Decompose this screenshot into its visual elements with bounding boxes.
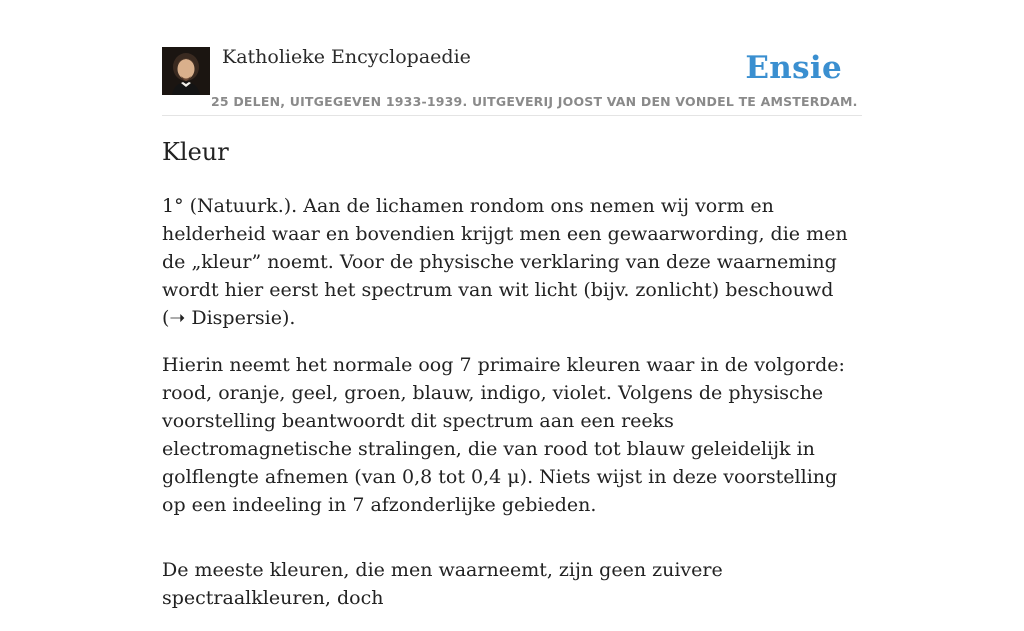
header-divider xyxy=(162,115,862,116)
portrait-avatar-icon xyxy=(162,47,210,95)
publication-title[interactable]: Katholieke Encyclopaedie xyxy=(222,46,471,68)
publication-meta: 25 DELEN, UITGEGEVEN 1933-1939. UITGEVERIJ JOOST VAN DEN VONDEL TE AMSTERDAM. xyxy=(211,94,858,109)
ensie-logo[interactable]: Ensie xyxy=(745,50,842,86)
article-paragraph: Hierin neemt het normale oog 7 primaire kleuren waar in de volgorde: rood, oranje, geel, groen, blauw, indigo, violet. Volgens de physische voorstelling beantwoordt dit spectrum aan een reeks electromagnetische stralingen, die van rood tot blauw geleidelijk in golflengte afnemen (van 0,8 tot 0,4 μ). Niets wijst in deze voorstelling op een indeeling in 7 afzonderlijke gebieden. xyxy=(162,354,845,516)
avatar[interactable] xyxy=(162,47,210,95)
article-paragraph: 1° (Natuurk.). Aan de lichamen rondom ons nemen wij vorm en helderheid waar en bovendien krijgt men een gewaarwording, die men de „kleur” noemt. Voor de physische verklaring van deze waarneming wordt hier eerst het spectrum van wit licht (bijv. zonlicht) beschouwd (➝ Dispersie). xyxy=(162,195,848,329)
article-paragraph: De meeste kleuren, die men waarneemt, zijn geen zuivere spectraalkleuren, doch xyxy=(162,559,723,609)
article-title: Kleur xyxy=(162,138,229,166)
article-body xyxy=(162,192,862,631)
